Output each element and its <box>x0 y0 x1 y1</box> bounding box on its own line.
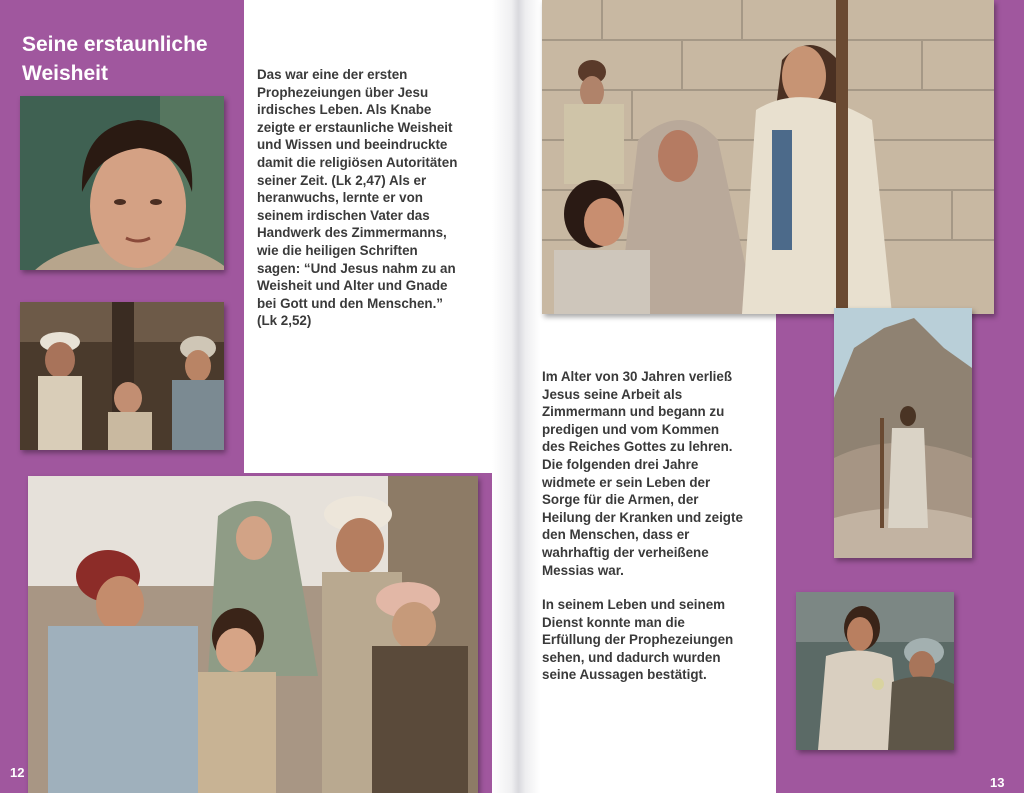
page-number-left: 12 <box>10 765 25 780</box>
page-title: Seine erstaunliche Weisheit <box>22 33 208 85</box>
right-page-paragraph-2: In seinem Leben und seinem Dienst konnte man die Erfüllung der Prophezeiungen sehen, und dadurch wurden seine Aussagen bestätigt. <box>542 597 734 683</box>
photo-jesus-in-wilderness <box>834 308 972 558</box>
photo-jesus-with-women <box>542 0 994 314</box>
right-page-top-accent-strip <box>994 0 1024 300</box>
photo-jesus-healing <box>796 592 954 750</box>
right-page-paragraph-1: Im Alter von 30 Jahren verließ Jesus seine Arbeit als Zimmermann und begann zu predigen und vom Kommen des Reiches Gottes zu lehren. Die folgenden drei Jahre widmete er sein Leben der Sorge für die Armen, der Heilung der Kranken und zeigte den Menschen, dass er wahrhaftig der verheißene Messias war. <box>542 369 743 578</box>
photo-young-jesus-portrait <box>20 96 224 270</box>
book-gutter <box>492 0 540 793</box>
page-number-right: 13 <box>990 775 1005 790</box>
photo-boy-in-temple <box>28 476 478 793</box>
photo-holy-family <box>20 302 224 450</box>
left-page-body-text: Das war eine der ersten Prophezeiungen über Jesu irdisches Leben. Als Knabe zeigte er erstaunliche Weisheit und Wissen und beeindruckte damit die religiösen Autoritäten seiner Zeit. (Lk 2,47) Als er heranwuchs, lernte er von seinem irdischen Vater das Handwerk des Zimmermanns, wie die heiligen Schriften sagen: “Und Jesus nahm zu an Weisheit und Alter und Gnade bei Gott und den Menschen.” (Lk 2,52) <box>257 67 458 329</box>
